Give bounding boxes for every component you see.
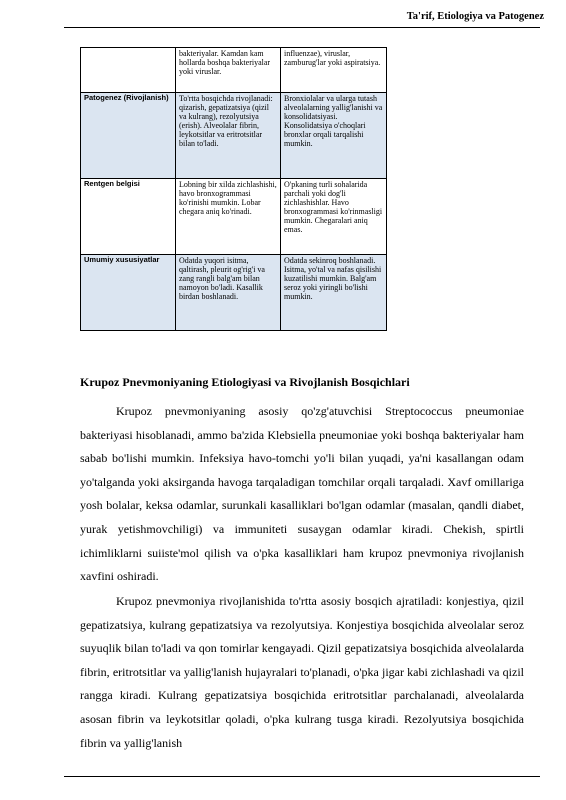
comparison-table	[80, 47, 387, 331]
table-cell: Bronxiolalar va ularga tutash alveolalarning yallig'lanishi va konsolidatsiyasi. Konsolidatsiya o'choqlari bronxlar orqali tarqalishi mumkin.	[281, 93, 387, 179]
row-label	[81, 48, 176, 93]
table-cell: To'rtta bosqichda rivojlanadi: qizarish, gepatizatsiya (qizil va kulrang), rezolyutsiya (erish). Alveolalar fibrin, leykotsitlar va eritrotsitlar bilan to'ladi.	[176, 93, 281, 179]
table-row	[81, 255, 387, 331]
table-cell: bakteriyalar. Kamdan kam hollarda boshqa bakteriyalar yoki viruslar.	[176, 48, 281, 93]
page-header-title: Ta'rif, Etiologiya va Patogenez	[406, 11, 544, 22]
row-label: Patogenez (Rivojlanish)	[81, 93, 176, 179]
table-cell: O'pkaning turli sohalarida parchali yoki dog'li zichlashishlar. Havo bronxogrammasi ko'rinmasligi mumkin. Chegaralari aniq emas.	[281, 179, 387, 255]
section-heading: Krupoz Pnevmoniyaning Etiologiyasi va Rivojlanish Bosqichlari	[80, 375, 410, 389]
row-label: Rentgen belgisi	[81, 179, 176, 255]
table-cell: Odatda sekinroq boshlanadi. Isitma, yo'tal va nafas qisilishi kuzatilishi mumkin. Balg'am seroz yoki yiringli bo'lishi mumkin.	[281, 255, 387, 331]
footer-divider	[64, 776, 540, 777]
header-divider	[64, 27, 540, 28]
table-cell: Lobning bir xilda zichlashishi, havo bronxogrammasi ko'rinishi mumkin. Lobar chegara aniq ko'rinadi.	[176, 179, 281, 255]
row-label: Umumiy xususiyatlar	[81, 255, 176, 331]
body-paragraph: Krupoz pnevmoniya rivojlanishida to'rtta asosiy bosqich ajratiladi: konjestiya, qizil gepatizatsiya, kulrang gepatizatsiya va rezolyutsiya. Konjestiya bosqichida alveolalar seroz suyuqlik bilan to'ladi va qon tomirlar kengayadi. Qizil gepatizatsiya bosqichida alveolalarda fibrin, eritrotsitlar va yallig'lanish hujayralari to'planadi, o'pka jigar kabi zichlashadi va qizil rangga kiradi. Kulrang gepatizatsiya bosqichida eritrotsitlar parchalanadi, alveolalarda asosan fibrin va leykotsitlar qoladi, o'pka kulrang tusga kiradi. Rezolyutsiya bosqichida fibrin va yallig'lanish	[80, 594, 524, 750]
table-row	[81, 93, 387, 179]
body-paragraph: Krupoz pnevmoniyaning asosiy qo'zg'atuvchisi Streptococcus pneumoniae bakteriyasi hisoblanadi, ammo ba'zida Klebsiella pneumoniae yoki boshqa bakteriyalar ham sabab bo'lishi mumkin. Infeksiya havo-tomchi yo'li bilan yuqadi, ya'ni kasallangan odam yo'talganda yoki aksirganda havoga tarqaladigan tomchilar orqali tarqaladi. Xavf omillariga yosh bolalar, keksa odamlar, surunkali kasalliklari bo'lgan odamlar (masalan, qandli diabet, yurak yetishmovchiligi) va immuniteti susaygan odamlar kiradi. Chekish, spirtli ichimliklarni suiiste'mol qilish va o'pka kasalliklari ham krupoz pnevmoniya rivojlanish xavfini oshiradi.	[80, 404, 524, 584]
table-cell: influenzae), viruslar, zamburug'lar yoki aspiratsiya.	[281, 48, 387, 93]
table-row	[81, 48, 387, 93]
table-row	[81, 179, 387, 255]
table-cell: Odatda yuqori isitma, qaltirash, pleurit og'rig'i va zang rangli balg'am bilan namoyon bo'ladi. Kasallik birdan boshlanadi.	[176, 255, 281, 331]
